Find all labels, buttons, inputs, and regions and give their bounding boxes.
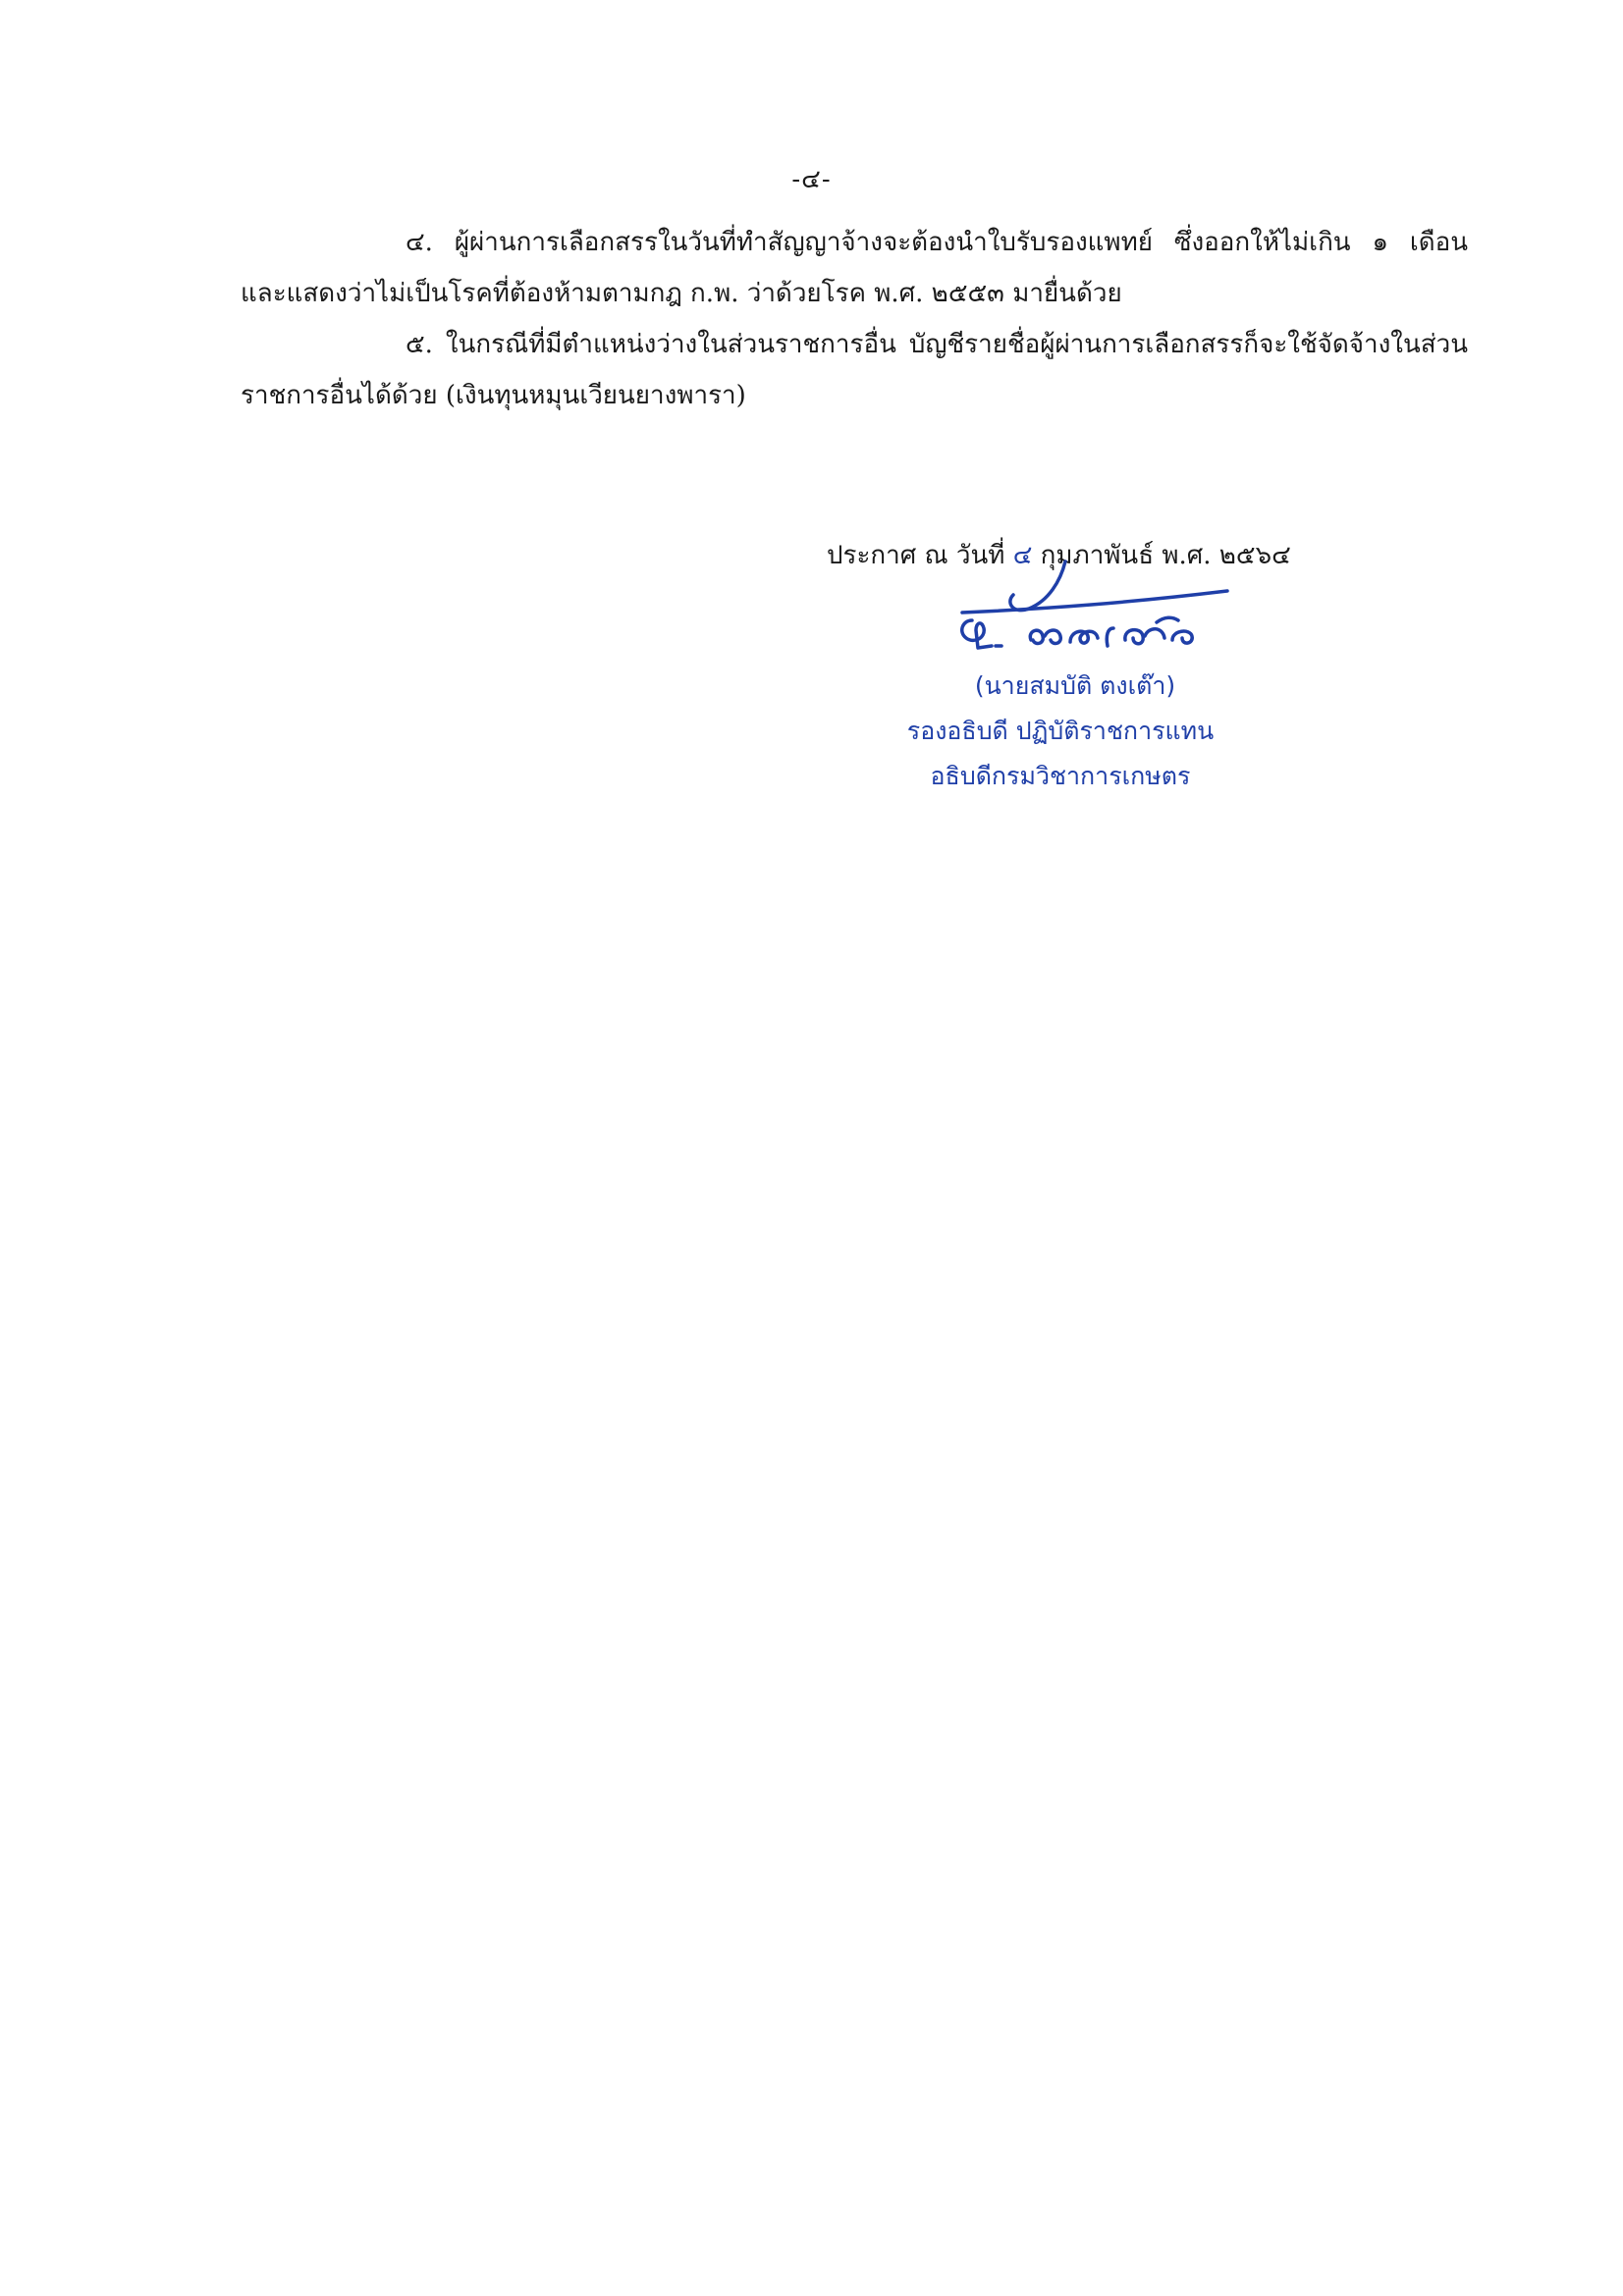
announcement-day: ๔ — [1012, 541, 1033, 570]
signer-name: (นายสมบัติ ตงเต๊า) — [974, 671, 1176, 700]
paragraph-4: ๔. ผู้ผ่านการเลือกสรรในวันที่ทำสัญญาจ้างจะต้องนำใบรับรองแพทย์ ซึ่งออกให้ไม่เกิน ๑ เดือน และแสดงว่าไม่เป็นโรคที่ต้องห้ามตามกฎ ก.พ. ว่าด้วยโรค พ.ศ. ๒๕๕๓ มายื่นด้วย — [241, 228, 1468, 308]
page-number: -๔- — [791, 165, 832, 194]
signature-block — [785, 530, 1335, 799]
paragraph-5: ๕. ในกรณีที่มีตำแหน่งว่างในส่วนราชการอื่น บัญชีรายชื่อผู้ผ่านการเลือกสรรก็จะใช้จัดจ้างในส่วนราชการอื่นได้ด้วย (เงินทุนหมุนเวียนยางพารา) — [241, 330, 1468, 410]
signer-details — [785, 664, 1335, 799]
announcement-month-year: กุมภาพันธ์ พ.ศ. ๒๕๖๔ — [1040, 541, 1291, 570]
announcement-prefix: ประกาศ ณ วันที่ — [827, 541, 1005, 570]
signer-organization: อธิบดีกรมวิชาการเกษตร — [930, 762, 1191, 790]
signer-position: รองอธิบดี ปฏิบัติราชการแทน — [906, 717, 1215, 745]
handwritten-signature — [933, 552, 1247, 669]
document-body — [241, 217, 1468, 421]
